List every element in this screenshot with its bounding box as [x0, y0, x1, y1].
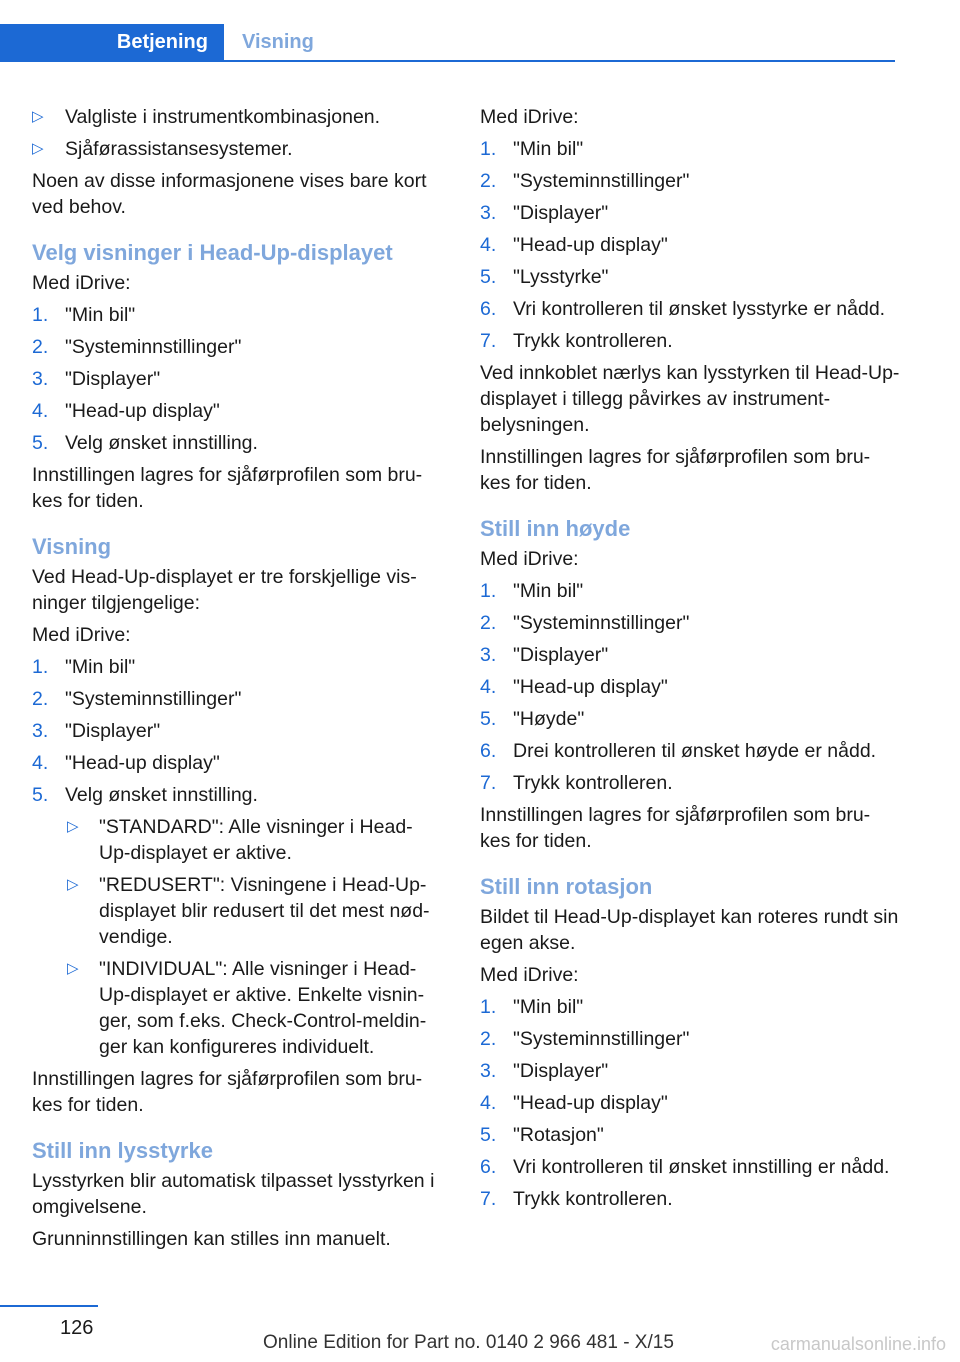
page-number: 126 [60, 1317, 94, 1339]
list-item: 4. "Head-up display" [32, 400, 220, 422]
lead-text: Med iDrive: [480, 964, 579, 986]
option-list [65, 814, 442, 1060]
section-heading-lysstyrke: Still inn lysstyrke [32, 1138, 213, 1163]
list-item: 1. "Min bil" [480, 138, 584, 160]
list-item: 7. Trykk kontrolleren. [480, 772, 673, 794]
list-item: 3. "Displayer" [32, 368, 161, 390]
intro-text: Bildet til Head-Up-displayet kan roteres rundt sin egen akse. [480, 906, 899, 954]
list-item: 2. "Systeminnstillinger" [480, 612, 690, 634]
list-item: 4. "Head-up display" [480, 1092, 668, 1114]
left-column [32, 104, 442, 1258]
list-item: 1. "Min bil" [32, 656, 136, 678]
note-text: Innstillingen lagres for sjåførprofilen som bru-kes for tiden. [480, 446, 871, 494]
note-text: Innstillingen lagres for sjåførprofilen som bru-kes for tiden. [480, 804, 871, 852]
list-item: 1. "Min bil" [32, 304, 136, 326]
header-rule [0, 60, 895, 62]
page-number-rule [0, 1305, 98, 1307]
list-item: ▷ Sjåførassistansesystemer. [32, 138, 293, 160]
list-item: ▷ "REDUSERT": Visningene i Head-Up-displayet blir redusert til det mest nød-vendige. [67, 874, 430, 948]
tab-betjening[interactable]: Betjening [0, 24, 224, 60]
lead-text: Med iDrive: [32, 272, 131, 294]
list-item: 1. "Min bil" [480, 580, 584, 602]
steps-list [32, 302, 442, 456]
list-item: 6. Vri kontrolleren til ønsket innstilling er nådd. [480, 1156, 890, 1178]
lead-text: Med iDrive: [32, 624, 131, 646]
list-item: 3. "Displayer" [480, 1060, 609, 1082]
list-item: 2. "Systeminnstillinger" [32, 688, 242, 710]
list-item: 3. "Displayer" [480, 644, 609, 666]
body-text: Grunninnstillingen kan stilles inn manuelt. [32, 1228, 391, 1250]
triangle-bullet-icon: ▷ [32, 108, 44, 125]
watermark: carmanualsonline.info [770, 1334, 946, 1354]
list-item: 7. Trykk kontrolleren. [480, 330, 673, 352]
list-item: 5. "Rotasjon" [480, 1124, 604, 1146]
list-item: 3. "Displayer" [480, 202, 609, 224]
list-item: ▷ "INDIVIDUAL": Alle visninger i Head-Up-displayet er aktive. Enkelte visnin-ger, som f.eks. Check-Control-meldin-ger kan konfigureres individuelt. [67, 958, 427, 1058]
list-item: 2. "Systeminnstillinger" [480, 1028, 690, 1050]
body-text: Ved innkoblet nærlys kan lysstyrken til Head-Up-displayet i tillegg påvirkes av instrument-belysningen. [480, 362, 900, 436]
list-item: 5. "Høyde" [480, 708, 585, 730]
steps-list [480, 136, 900, 354]
note-text: Innstillingen lagres for sjåførprofilen som bru-kes for tiden. [32, 464, 423, 512]
lead-text: Med iDrive: [480, 548, 579, 570]
triangle-bullet-icon: ▷ [67, 818, 79, 835]
right-column [480, 104, 900, 1218]
list-item: 2. "Systeminnstillinger" [32, 336, 242, 358]
section-heading-velg-visninger: Velg visninger i Head-Up-displayet [32, 240, 393, 265]
list-item: ▷ "STANDARD": Alle visninger i Head-Up-displayet er aktive. [67, 816, 413, 864]
list-item: ▷ Valgliste i instrumentkombinasjonen. [32, 106, 381, 128]
lead-text: Med iDrive: [480, 106, 579, 128]
list-item: 4. "Head-up display" [480, 234, 668, 256]
list-item: 4. "Head-up display" [32, 752, 220, 774]
steps-list [32, 654, 442, 1060]
list-item: 5. Velg ønsket innstilling. [32, 432, 258, 454]
header-bar [0, 24, 895, 62]
list-item: 1. "Min bil" [480, 996, 584, 1018]
steps-list [480, 994, 900, 1212]
steps-list [480, 578, 900, 796]
list-item: 3. "Displayer" [32, 720, 161, 742]
intro-list [32, 104, 442, 162]
list-item: 5. Velg ønsket innstilling. ▷ "STANDARD": Alle visninger i Head-Up-displayet er aktive. ▷ "REDUSERT": Visningene i Head-Up-displayet blir redusert til det mest nød-vendige. ▷ "INDIVIDUAL": Alle visninger i Head-Up-displayet er aktive. Enkelte visnin-ger, som f.eks. Check-Control-meldin-ger kan konfigureres individuelt. [32, 782, 442, 1060]
body-text: Lysstyrken blir automatisk tilpasset lysstyrken i omgivelsene. [32, 1170, 435, 1218]
edition-text: Online Edition for Part no. 0140 2 966 481 - X/15 [263, 1332, 674, 1353]
triangle-bullet-icon: ▷ [67, 876, 79, 893]
triangle-bullet-icon: ▷ [32, 140, 44, 157]
list-item: 6. Vri kontrolleren til ønsket lysstyrke er nådd. [480, 298, 886, 320]
list-item: 4. "Head-up display" [480, 676, 668, 698]
tab-visning[interactable]: Visning [242, 31, 314, 53]
section-heading-rotasjon: Still inn rotasjon [480, 874, 653, 899]
list-item: 6. Drei kontrolleren til ønsket høyde er nådd. [480, 740, 877, 762]
page-footer [0, 1300, 960, 1362]
list-item: 2. "Systeminnstillinger" [480, 170, 690, 192]
note-text: Innstillingen lagres for sjåførprofilen som bru-kes for tiden. [32, 1068, 423, 1116]
triangle-bullet-icon: ▷ [67, 960, 79, 977]
section-heading-hoyde: Still inn høyde [480, 516, 631, 541]
intro-text: Ved Head-Up-displayet er tre forskjellige vis-ninger tilgjengelige: [32, 566, 417, 614]
section-heading-visning: Visning [32, 534, 112, 559]
list-item: 5. "Lysstyrke" [480, 266, 609, 288]
list-item: 7. Trykk kontrolleren. [480, 1188, 673, 1210]
intro-text: Noen av disse informasjonene vises bare kort ved behov. [32, 170, 427, 218]
